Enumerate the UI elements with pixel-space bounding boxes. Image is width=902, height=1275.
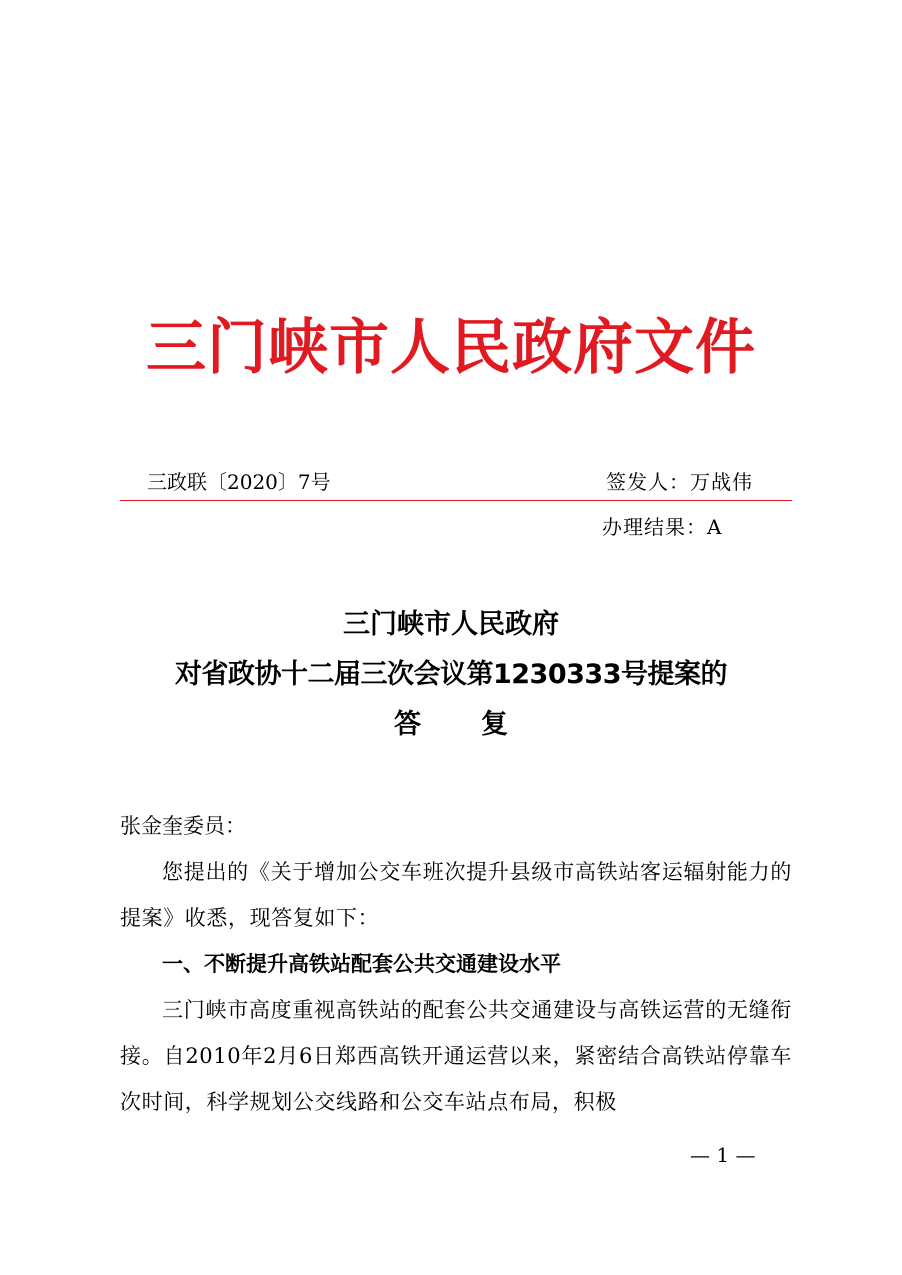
reply-title-line-2: 对省政协十二届三次会议第1230333号提案的: [174, 659, 727, 690]
signer: 签发人：万战伟: [606, 470, 753, 494]
salutation: 张金奎委员：: [120, 814, 246, 838]
reply-title: [0, 600, 902, 750]
page-number: — 1 —: [690, 1143, 756, 1167]
handling-result: 办理结果：A: [602, 515, 723, 539]
red-divider: [120, 500, 792, 501]
section-heading-1: 一、不断提升高铁站配套公共交通建设水平: [162, 952, 561, 976]
document-number: 三政联〔2020〕7号: [147, 470, 331, 494]
document-header-title: 三门峡市人民政府文件: [146, 313, 756, 383]
reply-title-line-3: 答复: [394, 709, 568, 740]
paragraph-intro: 您提出的《关于增加公交车班次提升县级市高铁站客运辐射能力的提案》收悉，现答复如下：: [120, 860, 792, 930]
reply-title-line-1: 三门峡市人民政府: [343, 609, 559, 640]
paragraph-section-1: 三门峡市高度重视高铁站的配套公共交通建设与高铁运营的无缝衔接。自2010年2月6日郑西高铁开通运营以来，紧密结合高铁站停靠车次时间，科学规划公交线路和公交车站点布局，积极: [120, 998, 792, 1114]
document-body: [120, 803, 792, 1125]
